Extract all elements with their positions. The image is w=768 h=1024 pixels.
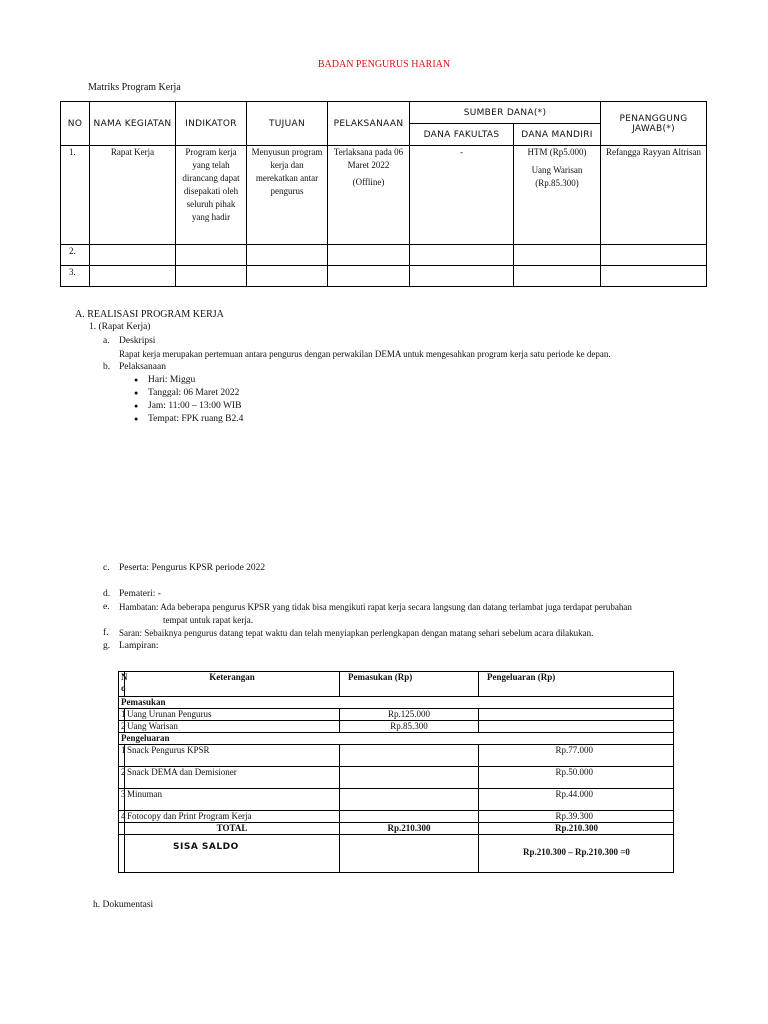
budget-header-no: No [119,672,125,697]
cell-indikator: Program kerja yang telah dirancang dapat disepakati oleh seluruh pihak yang hadir [176,146,247,245]
budget-pengeluaran-label: Pengeluaran [119,733,674,745]
header-tujuan: TUJUAN [247,102,328,146]
item-label-c: c. [103,563,110,573]
budget-row-pemasukan: Rp.85.300 [340,721,479,733]
budget-row-pengeluaran: Rp.77.000 [479,745,674,767]
table-row [61,146,707,245]
item-label-g: g. [103,641,111,651]
bullet-tempat: ● Tempat: FPK ruang B2.4 [148,414,243,424]
budget-header-pemasukan: Pemasukan (Rp) [340,672,479,697]
cell-penanggung-jawab: Refangga Rayyan Altrisan [601,146,707,245]
matrix-subtitle: Matriks Program Kerja [88,82,181,93]
budget-row-number: 2 [119,721,125,733]
budget-row-keterangan: Snack Pengurus KPSR [125,745,340,767]
budget-row-keterangan: Snack DEMA dan Demisioner [125,767,340,789]
budget-row-number: 1 [119,709,125,721]
bullet-jam: ● Jam: 11:00 – 13:00 WIB [148,401,241,411]
matrix-header-row [61,102,707,124]
header-sumber-dana: SUMBER DANA(*) [410,102,601,124]
budget-header-keterangan: Keterangan [125,672,340,697]
budget-row-number: 4 [119,811,125,823]
header-dana-mandiri: DANA MANDIRI [514,124,601,146]
header-dana-fakultas: DANA FAKULTAS [410,124,514,146]
header-no: NO [61,102,90,146]
budget-total-pengeluaran: Rp.210.300 [479,823,674,835]
peserta-text: Peserta: Pengurus KPSR periode 2022 [119,563,266,573]
cell-dana-mandiri [514,146,601,245]
section-heading: A. REALISASI PROGRAM KERJA [75,309,224,320]
table-row [119,745,674,767]
header-penanggung-jawab: PENANGGUNG JAWAB(*) [601,102,707,146]
budget-row-number: 2 [119,767,125,789]
program-matrix-table [60,101,707,287]
budget-row-pengeluaran: Rp.44.000 [479,789,674,811]
row-number: 1. [61,146,90,245]
budget-total-row [119,823,674,835]
header-indikator: INDIKATOR [176,102,247,146]
row-number: 2. [61,245,90,266]
saran-text: Saran: Sebaiknya pengurus datang tepat waktu dan telah menyiapkan perlengkapan dengan matang sehari sebelum acara dilakukan. [119,628,594,638]
item-label-e: e. [103,602,110,612]
deskripsi-text: Rapat kerja merupakan pertemuan antara pengurus dengan perwakilan DEMA untuk mengesahkan program kerja satu periode ke depan. [119,349,611,359]
item-label-a: a. [103,336,110,346]
cell-pelaksanaan [328,146,410,245]
program-item: 1. (Rapat Kerja) [89,322,151,332]
header-nama-kegiatan: NAMA KEGIATAN [90,102,176,146]
row-number: 3. [61,266,90,287]
budget-header-row [119,672,674,697]
table-row [119,789,674,811]
budget-row-keterangan: Fotocopy dan Print Program Kerja [125,811,340,823]
header-pelaksanaan: PELAKSANAAN [328,102,410,146]
table-row [119,721,674,733]
table-row [61,245,707,266]
item-label-d: d. [103,589,111,599]
item-label-b: b. [103,362,111,372]
budget-row-keterangan: Minuman [125,789,340,811]
budget-saldo-label: SISA SALDO [125,835,340,873]
cell-dana-fakultas: - [410,146,514,245]
budget-row-pemasukan: Rp.125.000 [340,709,479,721]
budget-row-number: 1 [119,745,125,767]
budget-row-number: 3 [119,789,125,811]
pelaksanaan-title: Pelaksanaan [119,362,166,372]
hambatan-text-cont: tempat untuk rapat kerja. [163,615,253,625]
pemateri-text: Pemateri: - [119,589,161,599]
document-title: BADAN PENGURUS HARIAN [317,59,451,70]
budget-saldo-value: Rp.210.300 – Rp.210.300 =0 [479,835,674,873]
mandiri-warisan: Uang Warisan (Rp.85.300) [531,165,583,188]
mandiri-htm: HTM (Rp5.000) [527,147,587,157]
budget-row-keterangan: Uang Urunan Pengurus [125,709,340,721]
table-row [61,266,707,287]
table-row [119,767,674,789]
deskripsi-title: Deskripsi [119,336,156,346]
pelaksanaan-date: Terlaksana pada 06 Maret 2022 [333,147,404,170]
budget-pemasukan-label: Pemasukan [119,697,674,709]
budget-header-pengeluaran: Pengeluaran (Rp) [479,672,674,697]
budget-row-pengeluaran: Rp.39.300 [479,811,674,823]
table-row [119,811,674,823]
pelaksanaan-mode: (Offline) [352,177,385,187]
lampiran-text: Lampiran: [119,641,159,651]
cell-tujuan: Menyusun program kerja dan merekatkan antar pengurus [247,146,328,245]
budget-table [118,671,674,873]
bullet-tanggal: ● Tanggal: 06 Maret 2022 [148,388,239,398]
cell-nama-kegiatan: Rapat Kerja [90,146,176,245]
hambatan-text: Hambatan: Ada beberapa pengurus KPSR yang tidak bisa mengikuti rapat kerja secara langsung dan datang terlambat juga terdapat perubahan [119,602,632,612]
item-label-f: f. [103,628,109,638]
dokumentasi-text: h. Dokumentasi [93,900,154,910]
budget-row-keterangan: Uang Warisan [125,721,340,733]
budget-total-label: TOTAL [125,823,340,835]
table-row [119,709,674,721]
budget-section-row [119,697,674,709]
budget-section-row [119,733,674,745]
budget-saldo-row [119,835,674,873]
budget-total-pemasukan: Rp.210.300 [340,823,479,835]
bullet-hari: ● Hari: Miggu [148,375,195,385]
budget-row-pengeluaran: Rp.50.000 [479,767,674,789]
